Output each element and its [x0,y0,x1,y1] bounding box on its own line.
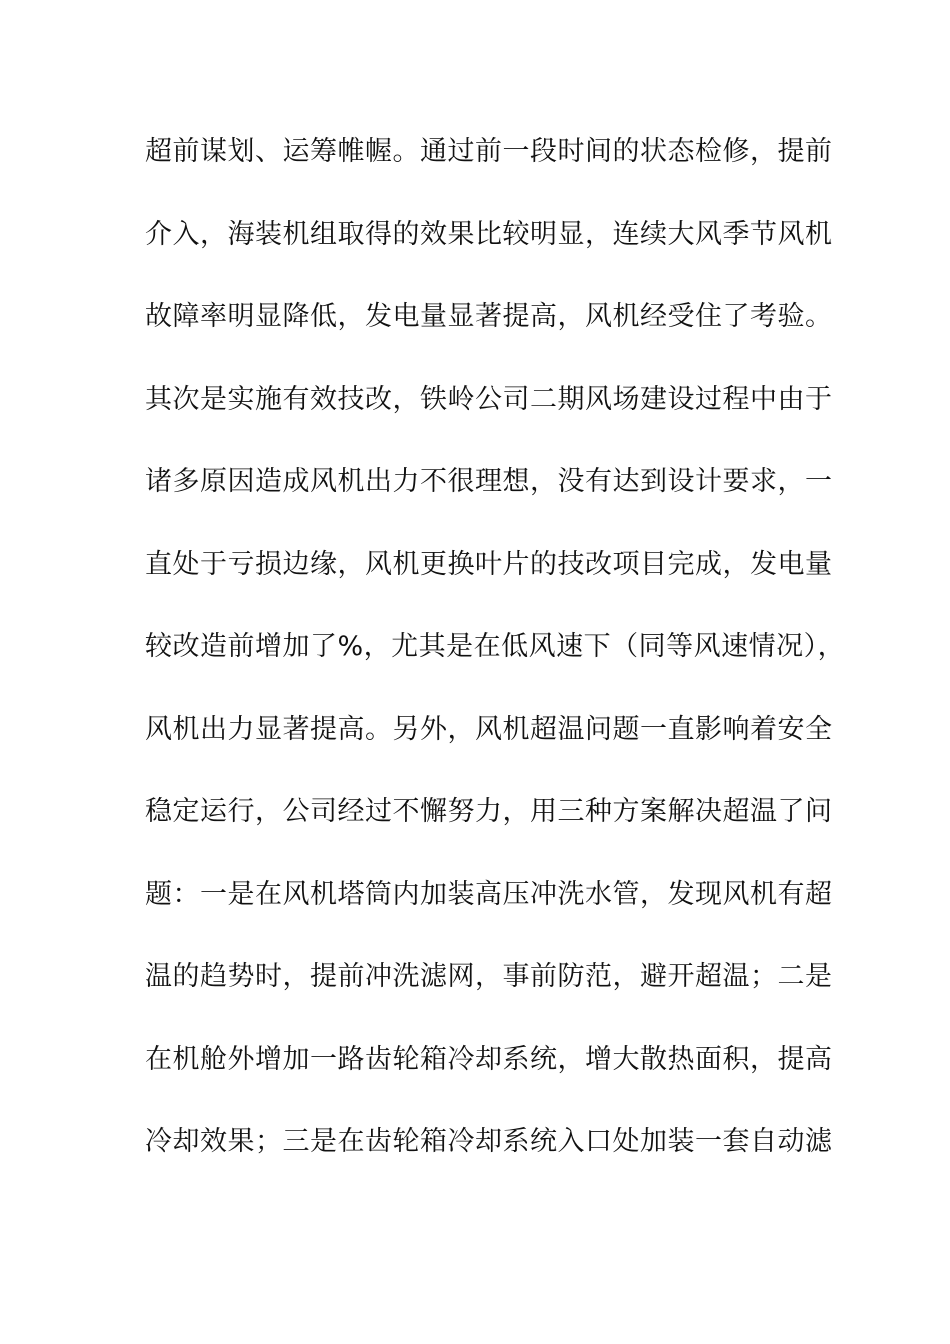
text-line: 直处于亏损边缘，风机更换叶片的技改项目完成，发电量 [145,548,833,580]
text-line: 诸多原因造成风机出力不很理想，没有达到设计要求，一 [145,466,833,497]
text-line: 其次是实施有效技改，铁岭公司二期风场建设过程中由于 [145,383,833,415]
body-paragraph [145,127,846,1200]
text-line: 介入，海装机组取得的效果比较明显，连续大风季节风机 [145,218,833,250]
text-line: 故障率明显降低，发电量显著提高，风机经受住了考验。 [145,301,833,332]
text-line: 冷却效果；三是在齿轮箱冷却系统入口处加装一套自动滤 [145,1126,833,1157]
text-line: 温的趋势时，提前冲洗滤网，事前防范，避开超温；二是 [145,961,833,992]
text-line: 风机出力显著提高。另外，风机超温问题一直影响着安全 [145,713,833,745]
text-line: 在机舱外增加一路齿轮箱冷却系统，增大散热面积，提高 [145,1043,833,1075]
text-line: 超前谋划、运筹帷幄。通过前一段时间的状态检修，提前 [145,136,833,167]
text-line: 题：一是在风机塔筒内加装高压冲洗水管，发现风机有超 [145,878,833,910]
text-line: 稳定运行，公司经过不懈努力，用三种方案解决超温了问 [145,796,833,827]
text-line: 较改造前增加了%，尤其是在低风速下（同等风速情况）， [145,631,846,662]
